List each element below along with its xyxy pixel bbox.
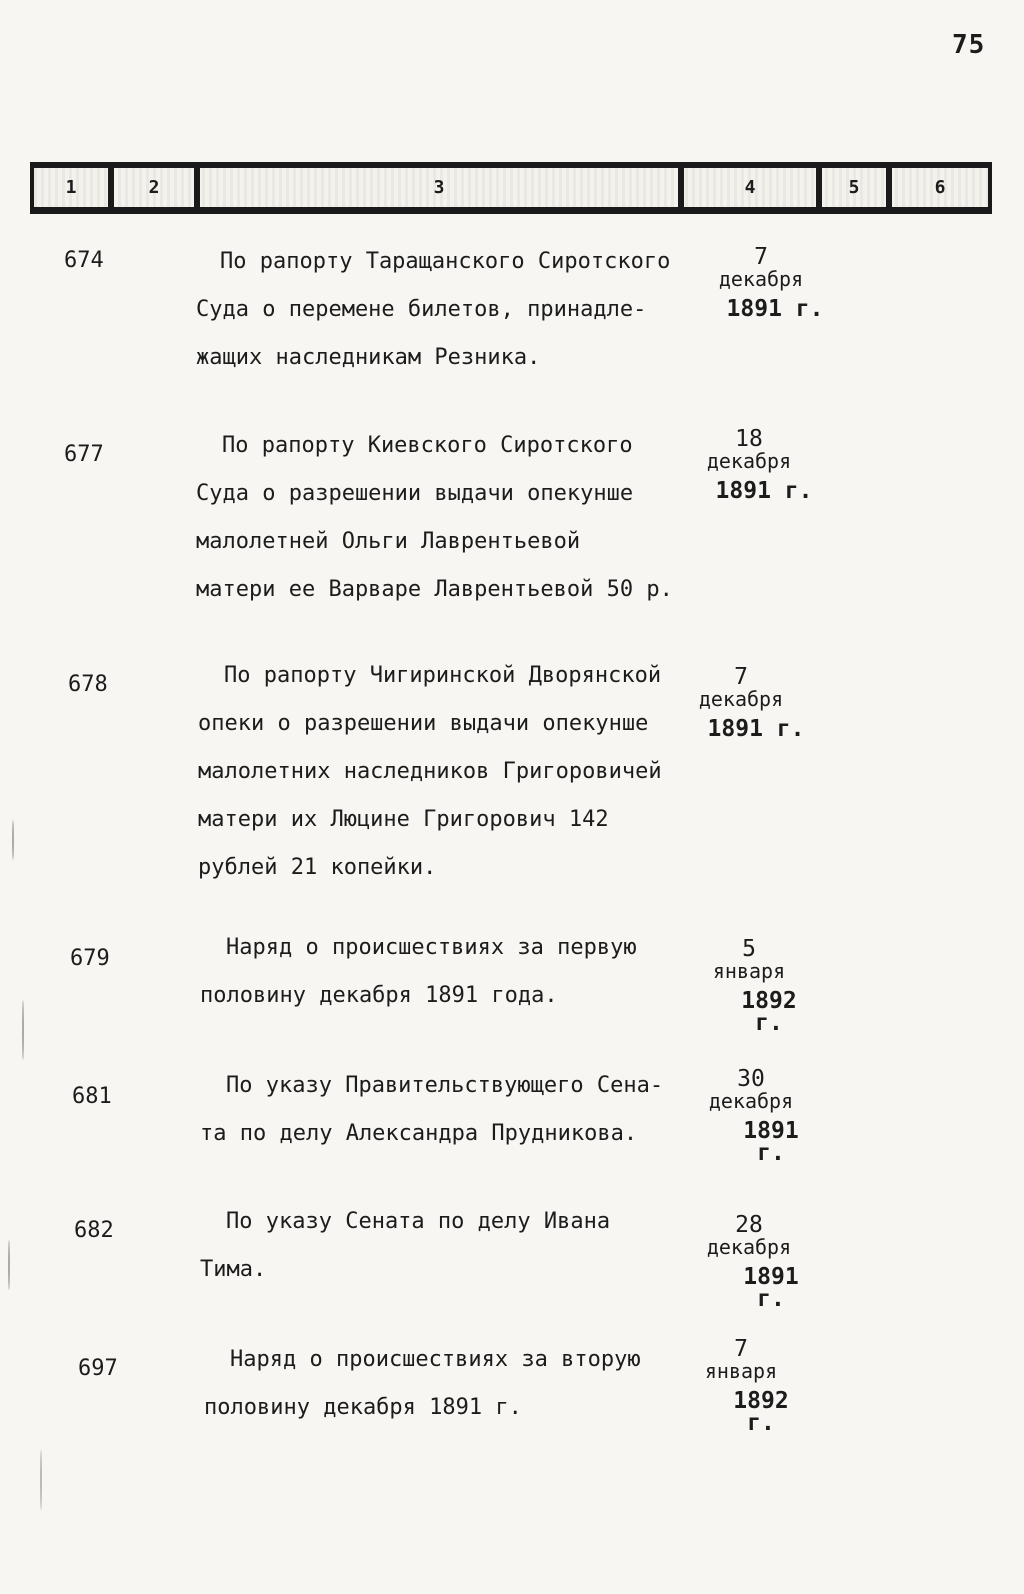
description-line: та по делу Александра Прудникова. bbox=[200, 1121, 638, 1146]
entry-number: 679 bbox=[70, 946, 110, 971]
entry-description bbox=[200, 1062, 663, 1158]
date-day: 18 bbox=[735, 426, 763, 452]
description-line: По указу Сената по делу Ивана bbox=[226, 1209, 611, 1234]
entry-number: 677 bbox=[64, 442, 104, 467]
header-column-1: 1 bbox=[34, 168, 114, 207]
date-month: января bbox=[712, 959, 786, 983]
entry-date bbox=[684, 1214, 814, 1310]
entry-description bbox=[200, 924, 637, 1020]
date-year: 1891 г. bbox=[743, 1118, 799, 1166]
date-day: 7 bbox=[754, 244, 768, 270]
scan-speck bbox=[22, 1000, 24, 1060]
date-month: декабря bbox=[706, 1235, 792, 1259]
entry-date bbox=[676, 1338, 806, 1434]
date-month: января bbox=[704, 1359, 778, 1383]
entry-date bbox=[686, 1068, 816, 1164]
header-column-4: 4 bbox=[684, 168, 822, 207]
entry-description bbox=[196, 238, 670, 382]
entry-number: 674 bbox=[64, 248, 104, 273]
header-column-6: 6 bbox=[934, 177, 946, 198]
entry-date bbox=[684, 428, 814, 502]
description-line: половину декабря 1891 года. bbox=[200, 983, 558, 1008]
description-line: малолетних наследников Григоровичей bbox=[198, 759, 662, 784]
description-line: Суда о перемене билетов, принадле- bbox=[196, 297, 647, 322]
date-day: 5 bbox=[742, 936, 756, 962]
date-year: 1891 г. bbox=[715, 478, 813, 504]
page-number: 75 bbox=[952, 30, 986, 60]
entry-number: 678 bbox=[68, 672, 108, 697]
description-line: Суда о разрешении выдачи опекунше bbox=[196, 481, 634, 506]
description-line: опеки о разрешении выдачи опекунше bbox=[198, 711, 649, 736]
date-day: 30 bbox=[737, 1066, 765, 1092]
description-line: половину декабря 1891 г. bbox=[204, 1395, 522, 1420]
entry-date bbox=[676, 666, 806, 740]
description-line: малолетней Ольги Лаврентьевой bbox=[196, 529, 581, 554]
description-line: Наряд о происшествиях за первую bbox=[226, 935, 637, 960]
entry-date bbox=[696, 246, 826, 320]
entry-description bbox=[198, 652, 662, 892]
entry-description bbox=[200, 1198, 610, 1294]
date-year: 1891 г. bbox=[743, 1264, 799, 1312]
description-line: матери их Люцине Григорович 142 bbox=[198, 807, 609, 832]
date-month: декабря bbox=[706, 449, 792, 473]
description-line: рублей 21 копейки. bbox=[198, 855, 437, 880]
description-line: жащих наследникам Резника. bbox=[196, 345, 541, 370]
date-month: декабря bbox=[708, 1089, 794, 1113]
table-header bbox=[30, 162, 992, 214]
date-day: 7 bbox=[734, 1336, 748, 1362]
scan-speck bbox=[12, 820, 14, 860]
description-line: По указу Правительствующего Сена- bbox=[226, 1073, 664, 1098]
description-line: По рапорту Таращанского Сиротского bbox=[220, 249, 671, 274]
description-line: матери ее Варваре Лаврентьевой 50 р. bbox=[196, 577, 673, 602]
date-day: 28 bbox=[735, 1212, 763, 1238]
description-line: По рапорту Киевского Сиротского bbox=[222, 433, 633, 458]
date-year: 1892 г. bbox=[741, 988, 797, 1036]
entry-number: 681 bbox=[72, 1084, 112, 1109]
header-column-2: 2 bbox=[114, 168, 200, 207]
description-line: Наряд о происшествиях за вторую bbox=[230, 1347, 641, 1372]
entry-date bbox=[684, 938, 814, 1034]
date-month: декабря bbox=[718, 267, 804, 291]
entry-number: 682 bbox=[74, 1218, 114, 1243]
header-column-3: 3 bbox=[200, 168, 684, 207]
date-year: 1891 г. bbox=[707, 716, 805, 742]
date-day: 7 bbox=[734, 664, 748, 690]
scan-speck bbox=[40, 1450, 42, 1510]
date-month: декабря bbox=[698, 687, 784, 711]
scan-speck bbox=[8, 1240, 10, 1290]
description-line: Тима. bbox=[200, 1257, 267, 1282]
date-year: 1892 г. bbox=[733, 1388, 789, 1436]
entry-number: 697 bbox=[78, 1356, 118, 1381]
description-line: По рапорту Чигиринской Дворянской bbox=[224, 663, 662, 688]
entry-description bbox=[204, 1336, 641, 1432]
date-year: 1891 г. bbox=[726, 296, 824, 322]
entry-description bbox=[196, 422, 673, 614]
header-column-5: 5 bbox=[822, 168, 892, 207]
